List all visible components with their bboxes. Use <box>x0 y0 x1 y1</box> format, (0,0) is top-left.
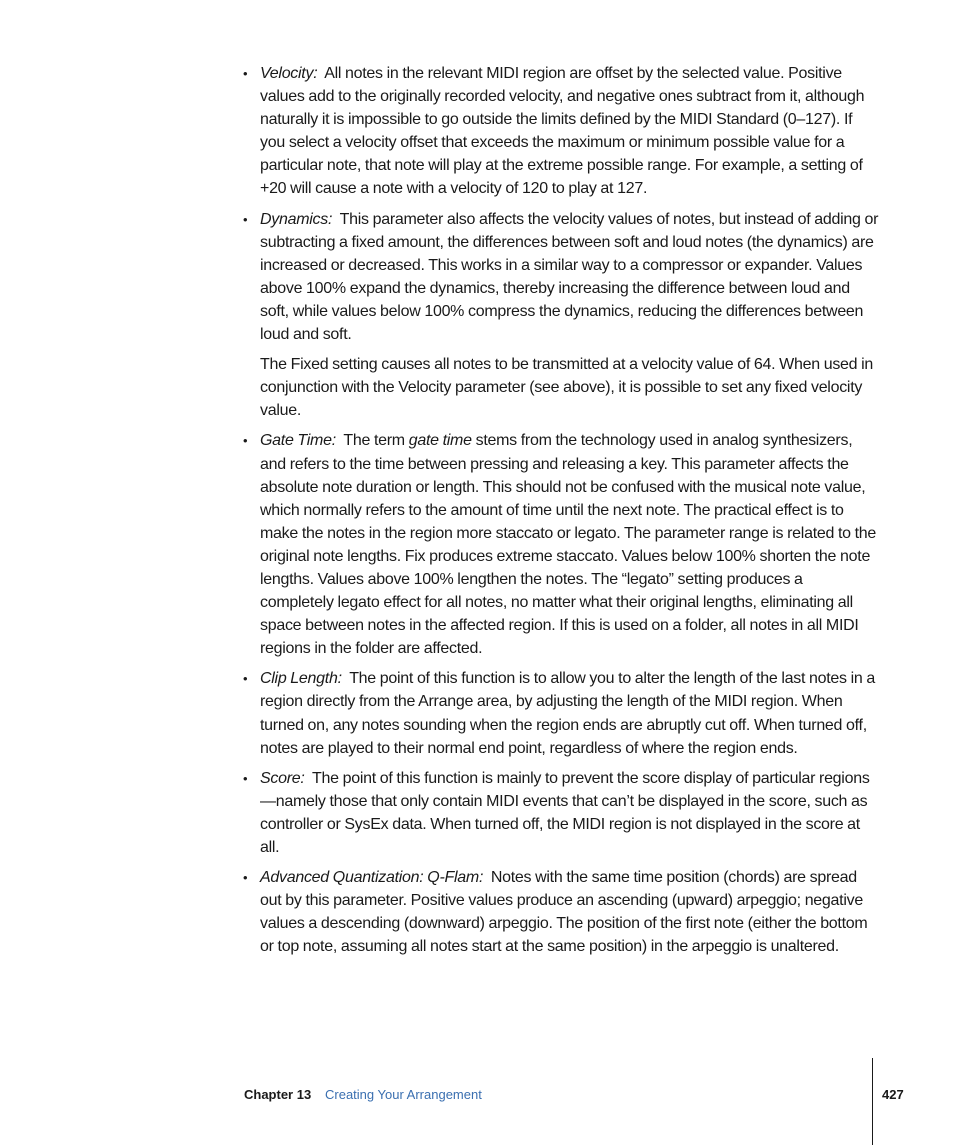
emphasis-gate-time: gate time <box>408 432 472 450</box>
page-number: 427 <box>882 1087 904 1102</box>
bullet-marker: • <box>243 870 248 886</box>
term-dynamics: Dynamics: <box>260 210 333 228</box>
bullet-q-flam <box>243 866 879 958</box>
bullet-velocity <box>243 62 879 201</box>
bullet-marker: • <box>243 770 248 786</box>
description-q-flam: Notes with the same time position (chords) are spread out by this parameter. Positive values produce an ascending (upward) arpeggio; negative values a descending (downward) arpeggio. The position of the first note (either the bottom or top note, assuming all notes start at the same position) in the arpeggio is unaltered. <box>260 869 868 956</box>
bullet-dynamics <box>243 208 879 347</box>
term-gate-time: Gate Time: <box>260 432 336 450</box>
bullet-marker: • <box>243 433 248 449</box>
chapter-label: Chapter 13 <box>244 1087 312 1102</box>
document-body <box>243 62 879 965</box>
footer-divider <box>872 1058 873 1145</box>
description-clip-length: The point of this function is to allow you to alter the length of the last notes in a region directly from the Arrange area, by adjusting the length of the MIDI region. When turned on, any notes sounding when the region ends are abruptly cut off. When turned off, notes are played to their normal end point, regardless of where the region ends. <box>260 670 875 757</box>
page-footer <box>0 1085 954 1145</box>
bullet-marker: • <box>243 66 248 81</box>
bullet-marker: • <box>243 211 248 227</box>
bullet-score <box>243 767 879 859</box>
chapter-title-link[interactable]: Creating Your Arrangement <box>325 1087 482 1102</box>
description-gate-time: stems from the technology used in analog synthesizers, and refers to the time between pressing and releasing a key. This parameter affects the absolute note duration or length. This should not be confused with the musical note value, which normally refers to the amount of time until the next note. The practical effect is to make the notes in the region more staccato or legato. The parameter range is related to the original note lengths. Fix produces extreme staccato. Values below 100% shorten the note lengths. Values above 100% lengthen the notes. The “legato” setting produces a completely legato effect for all notes, no matter what their original lengths, eliminating all space between notes in the affected region. If this is used on a folder, all notes in all MIDI regions in the folder are affected. <box>260 432 877 658</box>
description-dynamics: This parameter also affects the velocity values of notes, but instead of adding or subtracting a fixed amount, the differences between soft and loud notes (the dynamics) are increased or decreased. This works in a similar way to a compressor or expander. Values above 100% expand the dynamics, thereby increasing the difference between loud and soft, while values below 100% compress the dynamics, reducing the differences between loud and soft. <box>260 210 879 344</box>
description-gate-time-pre: The term <box>343 432 405 450</box>
description-score: The point of this function is mainly to prevent the score display of particular regions—namely those that only contain MIDI events that can’t be displayed in the score, such as controller or SysEx data. When turned off, the MIDI region is not displayed in the score at all. <box>260 769 870 856</box>
description-velocity: All notes in the relevant MIDI region are offset by the selected value. Positive values add to the originally recorded velocity, and negative ones subtract from it, although naturally it is impossible to go outside the limits defined by the MIDI Standard (0–127). If you select a velocity offset that exceeds the maximum or minimum possible value for a particular note, that note will play at the extreme possible range. For example, a setting of +20 will cause a note with a velocity of 120 to play at 127. <box>260 65 865 198</box>
term-q-flam: Advanced Quantization: Q-Flam: <box>260 869 484 887</box>
bullet-marker: • <box>243 671 248 687</box>
term-velocity: Velocity: <box>260 65 318 82</box>
bullet-gate-time <box>243 429 879 660</box>
bullet-clip-length <box>243 667 879 759</box>
paragraph-fixed-setting: The Fixed setting causes all notes to be transmitted at a velocity value of 64. When used in conjunction with the Velocity parameter (see above), it is possible to set any fixed velocity value. <box>260 356 874 420</box>
term-clip-length: Clip Length: <box>260 670 342 688</box>
term-score: Score: <box>260 769 305 787</box>
